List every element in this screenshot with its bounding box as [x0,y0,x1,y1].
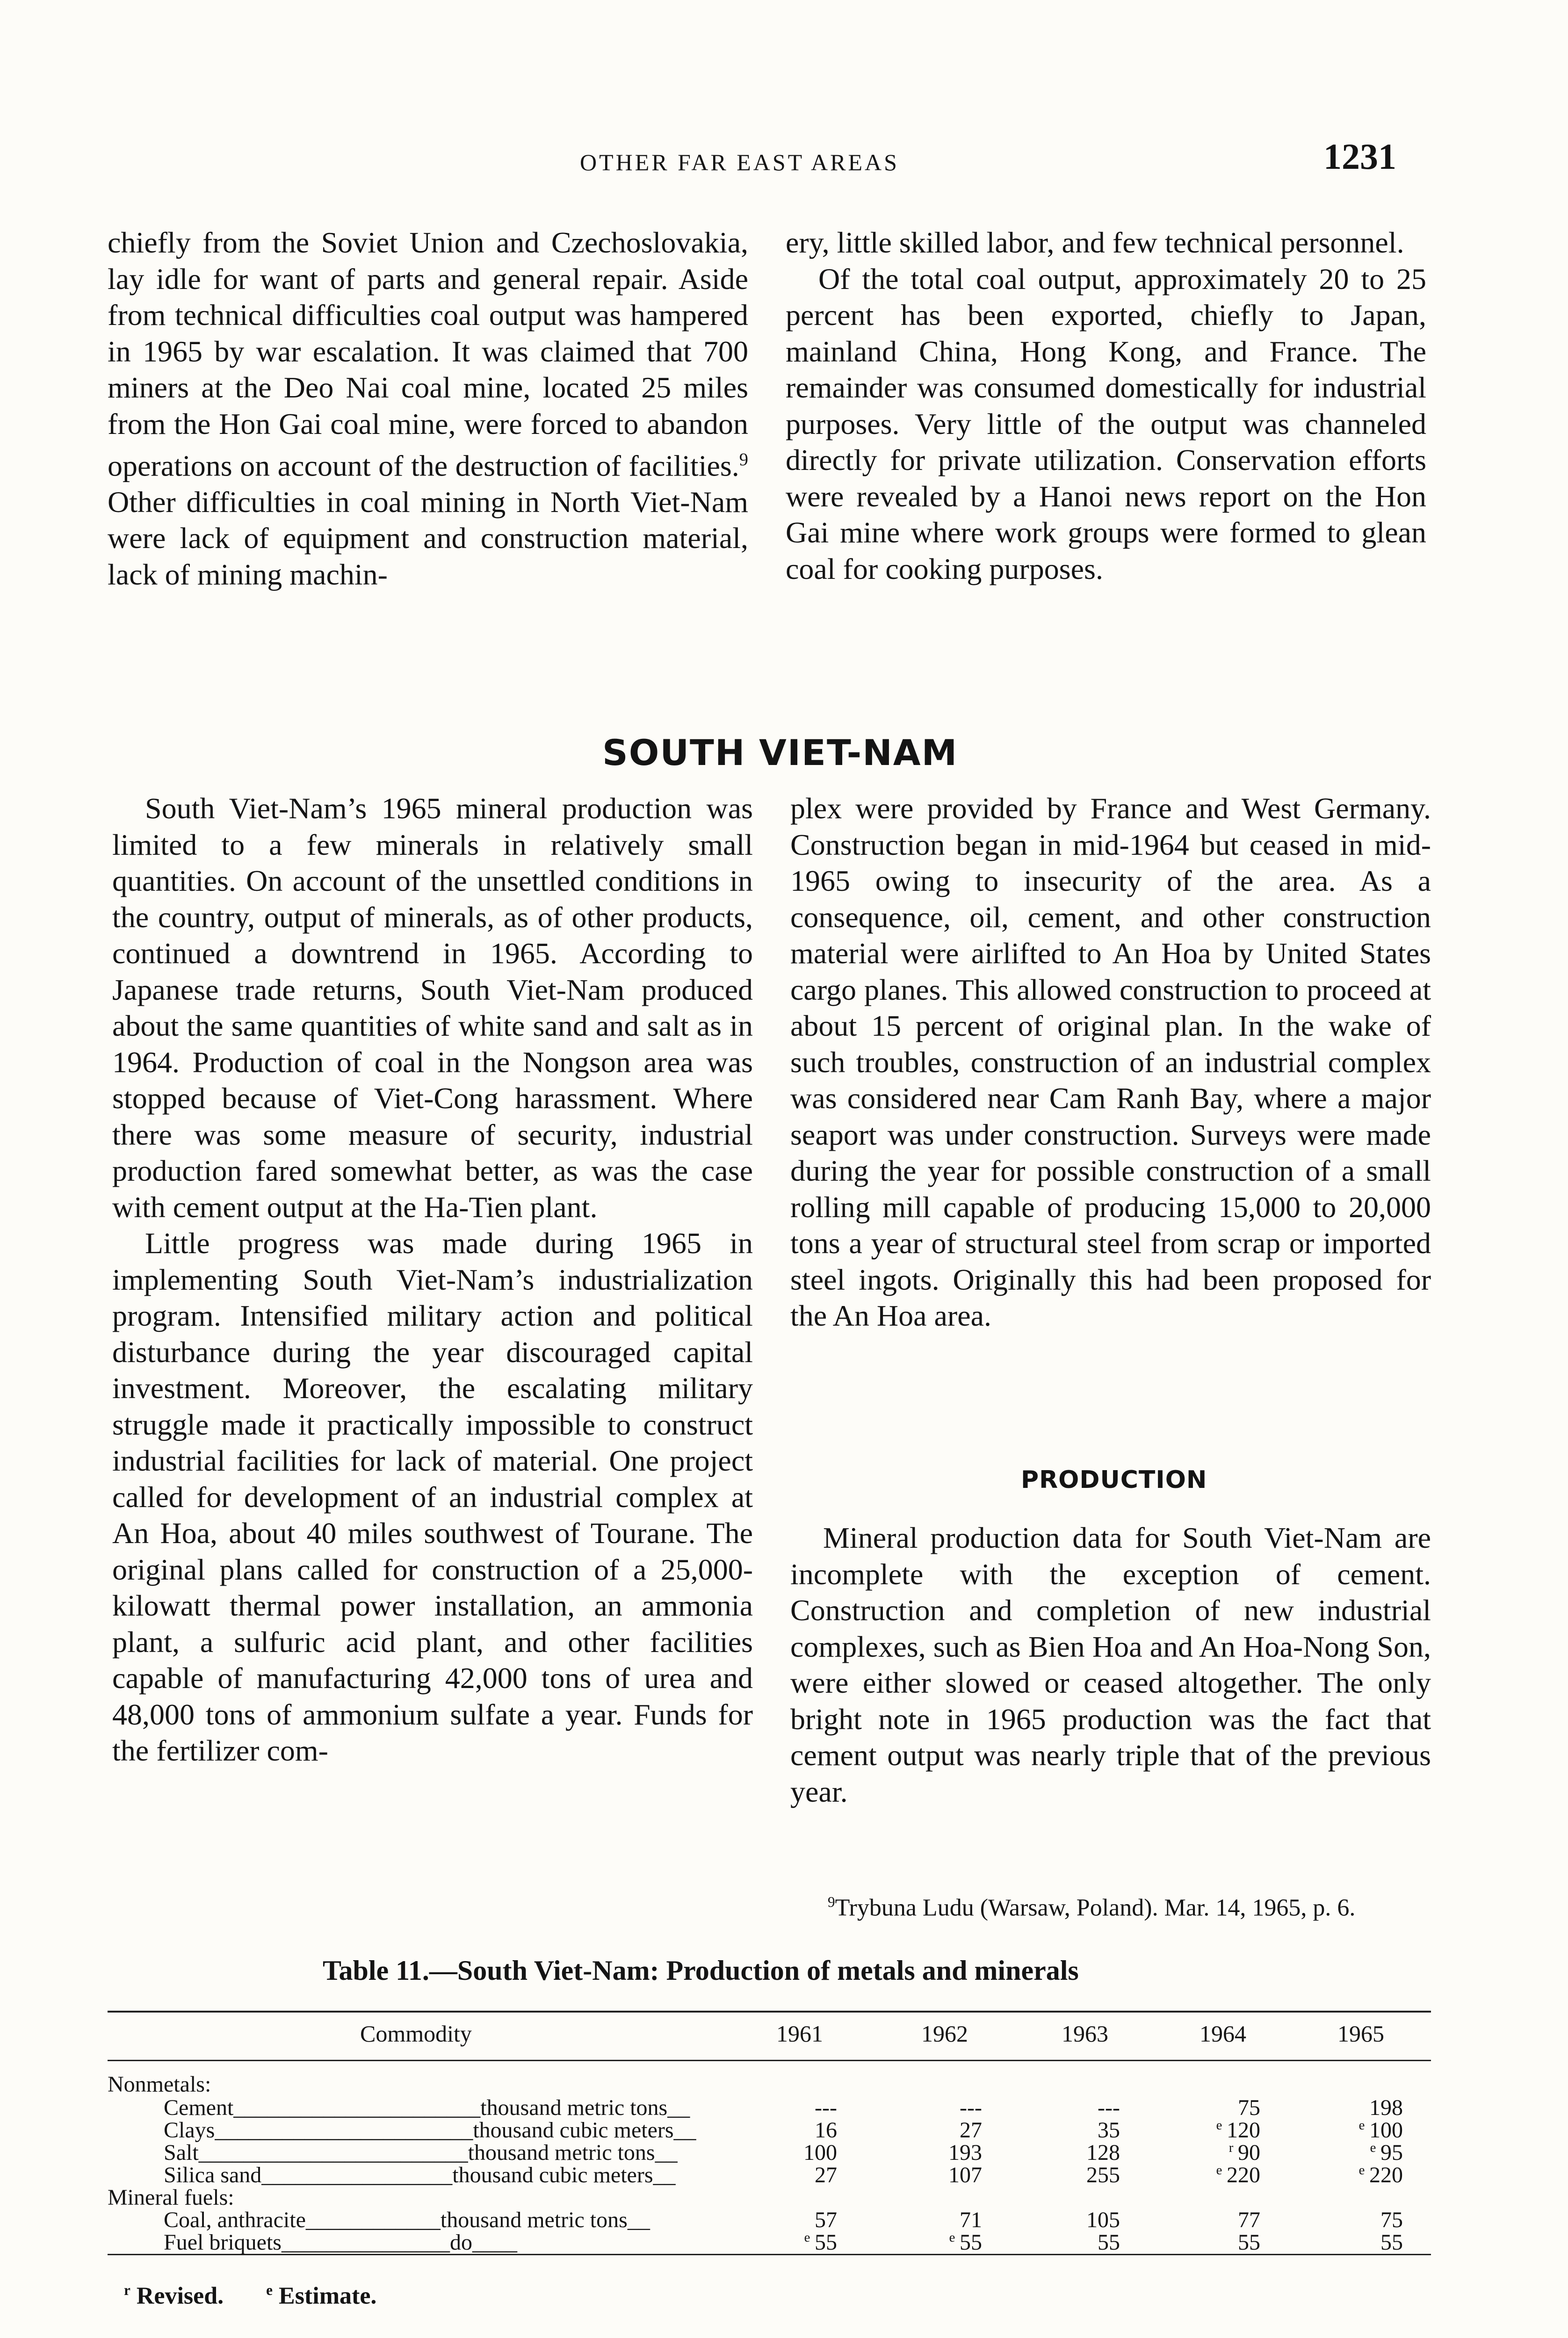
upper-left-text: chiefly from the Soviet Union and Czechoslovakia, lay idle for want of parts and general repair. Aside from technical difficulties coal output was hampered in 1965 by war escalation. It was claimed that 700 miners at the Deo Nai coal mine, located 25 miles from the Hon Gai coal mine, were forced to abandon operations on account of the destruction of facilities. [108,226,748,483]
table-cell: $^e$ 95 [1370,2140,1403,2165]
header-1965: 1965 [1337,2020,1384,2047]
row-label [164,2140,678,2165]
section-left-paragraph-1: South Viet-Nam’s 1965 mineral production was limited to a few minerals in relatively small quantities. On account of the unsettled conditions in the country, output of minerals, as of other products, continued a downtrend in 1965. According to Japanese trade returns, South Viet-Nam produced about the same quantities of white sand and salt as in 1964. Production of coal in the Nongson area was stopped because of Viet-Cong harassment. Where there was some measure of security, industrial production fared somewhat better, as was the case with cement output at the Ha-Tien plant. [112,792,753,1224]
table-cell: 105 [1086,2208,1120,2232]
production-column [790,1520,1431,1810]
cell-mark: e [1370,2140,1376,2155]
section-title: SOUTH VIET-NAM [602,732,958,773]
table-cell: 107 [948,2163,982,2187]
table-cell: --- [1098,2095,1120,2120]
table-cell: --- [815,2095,837,2120]
table-cell: $^e$ 55 [804,2230,837,2255]
row-label [164,2207,650,2233]
section-left-column [112,790,753,1769]
leader-dots: ________________________ [198,2140,468,2165]
revised-mark: r [124,2282,130,2298]
upper-right-column [786,224,1426,715]
table-cell: 55 [1238,2230,1260,2255]
table-header-rule [108,2060,1431,2061]
table-cell: 255 [1086,2163,1120,2187]
table-cell: 55 [1098,2230,1120,2255]
production-subhead: PRODUCTION [1021,1466,1207,1494]
section-left-paragraph-2: Little progress was made during 1965 in implementing South Viet-Nam’s industrialization program. Intensified military action and political disturbance during the year discouraged capital investment. Moreover, the escalating military struggle made it practically impossible to construct industrial facilities for lack of material. One project called for development of an industrial complex at An Hoa, about 40 miles southwest of Tourane. The original plans called for construction of a 25,000-kilowatt thermal power installation, an ammonia plant, a sulfuric acid plant, and other facilities capable of manufacturing 42,000 tons of urea and 48,000 tons of ammonium sulfate a year. Funds for the fertilizer com- [112,1227,753,1767]
running-head: OTHER FAR EAST AREAS [580,149,899,175]
cell-mark: e [949,2230,955,2245]
table-cell: 57 [815,2208,837,2232]
section-right-paragraph-1: plex were provided by France and West Germany. Construction began in mid-1964 but ceased in mid-1965 owing to insecurity of the area. As a consequence, oil, cement, and other construction material were airlifted to An Hoa by United States cargo planes. This allowed construction to proceed at about 15 percent of original plan. In the wake of such troubles, construction of an industrial complex was considered near Cam Ranh Bay, where a major seaport was under construction. Surveys were made during the year for possible construction of a small rolling mill capable of producing 15,000 to 20,000 tons a year of structural steel from scrap or imported steel ingots. Originally this had been proposed for the An Hoa area. [790,792,1431,1332]
table-notes [124,2282,376,2309]
commodity-unit: do____ [449,2230,517,2255]
estimate-mark: e [266,2282,273,2298]
table-cell: $^r$ 90 [1228,2140,1260,2165]
leader-dots: _________________ [261,2163,453,2187]
table-cell: 35 [1098,2118,1120,2143]
page-number: 1231 [1323,136,1396,177]
group-nonmetals: Nonmetals: [108,2072,211,2097]
header-1964: 1964 [1199,2020,1246,2047]
table-cell: 193 [948,2140,982,2165]
footnote-reference[interactable]: 9 [739,450,748,469]
commodity-unit: thousand cubic meters__ [452,2163,676,2187]
table-cell: 128 [1086,2140,1120,2165]
table-cell: 55 [1380,2230,1403,2255]
footnote [795,1887,1436,1923]
table-cell: 27 [815,2163,837,2187]
table-cell: $^e$ 55 [949,2230,982,2255]
table-cell: $^e$ 220 [1358,2163,1403,2187]
cell-mark: e [1358,2163,1365,2178]
table-cell: 71 [960,2208,982,2232]
commodity-unit: thousand metric tons__ [440,2208,650,2232]
commodity-name: Silica sand [164,2163,262,2187]
commodity-unit: thousand cubic meters__ [473,2118,696,2143]
cell-mark: e [804,2230,810,2245]
table-cell: --- [960,2095,982,2120]
upper-left-paragraph [108,224,748,592]
table-cell: 16 [815,2118,837,2143]
commodity-name: Clays [164,2118,215,2143]
header-1963: 1963 [1062,2020,1108,2047]
row-label [164,2095,690,2121]
cell-mark: e [1216,2118,1222,2133]
production-paragraph: Mineral production data for South Viet-Nam are incomplete with the exception of cement. Construction and completion of new industrial complexes, such as Bien Hoa and An Hoa-Nong Son, were either slowed or ceased altogether. The only bright note in 1965 production was the fact that cement output was nearly triple that of the previous year. [790,1521,1431,1808]
row-label [164,2230,517,2255]
table-cell: 198 [1369,2095,1403,2120]
leader-dots: ______________________ [233,2095,481,2120]
table-cell: $^e$ 220 [1216,2163,1260,2187]
header-1961: 1961 [776,2020,823,2047]
cell-mark: r [1228,2140,1234,2155]
header-1962: 1962 [921,2020,968,2047]
commodity-name: Cement [164,2095,234,2120]
footnote-mark: 9 [828,1894,835,1910]
upper-left-tail: Other difficulties in coal mining in North Viet-Nam were lack of equipment and construction material, lack of mining machin- [108,485,748,591]
upper-left-column [108,224,748,715]
row-label [164,2117,696,2143]
table-cell: $^e$ 100 [1358,2118,1403,2143]
table-top-rule [108,2011,1431,2013]
commodity-name: Fuel briquets [164,2230,282,2255]
section-right-column [790,790,1431,1334]
commodity-name: Salt [164,2140,199,2165]
row-label [164,2162,676,2188]
footnote-text: Trybuna Ludu (Warsaw, Poland). Mar. 14, 1965, p. 6. [835,1894,1356,1921]
header-commodity: Commodity [360,2020,472,2047]
leader-dots: _______________________ [215,2118,473,2143]
table-title: Table 11.—South Viet-Nam: Production of metals and minerals [323,1955,1079,1986]
commodity-unit: thousand metric tons__ [480,2095,690,2120]
cell-mark: e [1358,2118,1365,2133]
table-cell: $^e$ 120 [1216,2118,1260,2143]
table-cell: 75 [1238,2095,1260,2120]
table-cell: 27 [960,2118,982,2143]
leader-dots: ____________ [305,2208,441,2232]
commodity-name: Coal, anthracite [164,2208,306,2232]
estimate-note: Estimate. [279,2282,377,2309]
table-cell: 75 [1380,2208,1403,2232]
group-mineral-fuels: Mineral fuels: [108,2185,234,2210]
commodity-unit: thousand metric tons__ [468,2140,678,2165]
cell-mark: e [1216,2163,1222,2178]
revised-note: Revised. [136,2282,224,2309]
table-cell: 100 [803,2140,837,2165]
upper-right-paragraph-2: Of the total coal output, approximately 20 to 25 percent has been exported, chiefly to Japan, mainland China, Hong Kong, and France. The remainder was consumed domestically for industrial purposes. Very little of the output was channeled directly for private utilization. Conservation efforts were revealed by a Hanoi news report on the Hon Gai mine where work groups were formed to glean coal for cooking purposes. [786,262,1426,585]
upper-right-paragraph-1: ery, little skilled labor, and few technical personnel. [786,226,1404,259]
leader-dots: _______________ [281,2230,450,2255]
table-cell: 77 [1238,2208,1260,2232]
